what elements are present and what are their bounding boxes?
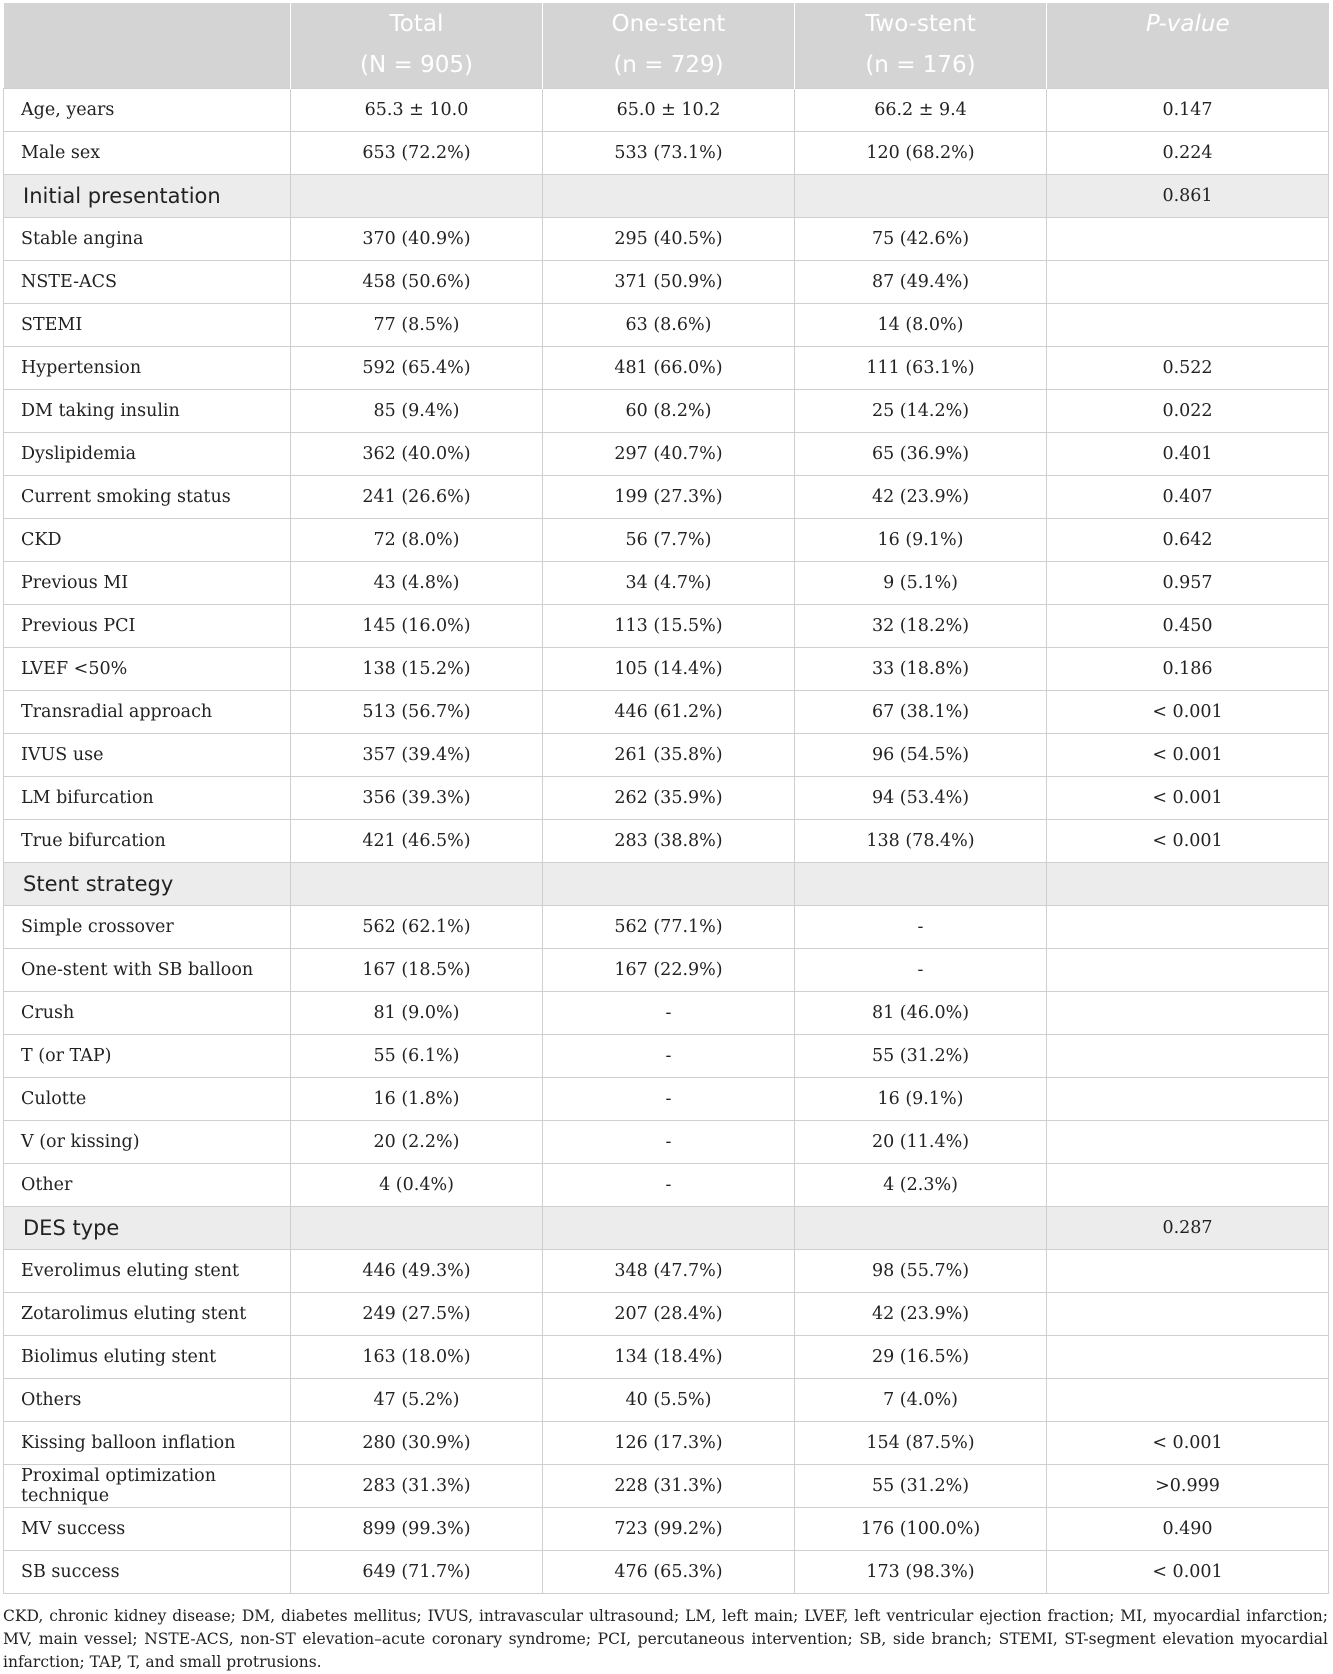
cell-two-stent: 32 (18.2%) — [795, 605, 1047, 648]
table-row — [4, 1465, 1329, 1508]
cell-total: 370 (40.9%) — [291, 218, 543, 261]
header-p-value: P-value — [1047, 3, 1329, 46]
cell-two-stent: 42 (23.9%) — [795, 1293, 1047, 1336]
cell-total: 649 (71.7%) — [291, 1551, 543, 1594]
table-row — [4, 820, 1329, 863]
cell-p-value: 0.642 — [1047, 519, 1329, 562]
row-label: SB success — [4, 1551, 291, 1594]
table-row — [4, 1508, 1329, 1551]
table-row — [4, 519, 1329, 562]
cell-one-stent: 126 (17.3%) — [543, 1422, 795, 1465]
cell-total: 562 (62.1%) — [291, 906, 543, 949]
table-row — [4, 1164, 1329, 1207]
table-row — [4, 1078, 1329, 1121]
cell-p-value — [1047, 1250, 1329, 1293]
row-label: Simple crossover — [4, 906, 291, 949]
row-label: Hypertension — [4, 347, 291, 390]
table-row — [4, 347, 1329, 390]
header-one-stent-n: (n = 729) — [543, 46, 795, 89]
table-row — [4, 562, 1329, 605]
cell-total: 249 (27.5%) — [291, 1293, 543, 1336]
cell-total: 592 (65.4%) — [291, 347, 543, 390]
section-row — [4, 175, 1329, 218]
cell-total: 81 (9.0%) — [291, 992, 543, 1035]
cell-p-value: 0.186 — [1047, 648, 1329, 691]
cell-total: 356 (39.3%) — [291, 777, 543, 820]
table-body — [4, 89, 1329, 1594]
cell-total: 653 (72.2%) — [291, 132, 543, 175]
cell-p-value: >0.999 — [1047, 1465, 1329, 1508]
row-label: DM taking insulin — [4, 390, 291, 433]
row-label: NSTE-ACS — [4, 261, 291, 304]
cell-one-stent: 348 (47.7%) — [543, 1250, 795, 1293]
cell-total: 513 (56.7%) — [291, 691, 543, 734]
row-label: Previous MI — [4, 562, 291, 605]
table-row — [4, 89, 1329, 132]
row-label: Current smoking status — [4, 476, 291, 519]
cell-one-stent — [543, 1207, 795, 1250]
row-label: IVUS use — [4, 734, 291, 777]
row-label: LVEF <50% — [4, 648, 291, 691]
cell-one-stent: 134 (18.4%) — [543, 1336, 795, 1379]
cell-p-value: < 0.001 — [1047, 1422, 1329, 1465]
row-label: Proximal optimization technique — [4, 1465, 291, 1508]
baseline-characteristics-table — [3, 3, 1329, 1594]
header-one-stent: One-stent — [543, 3, 795, 46]
cell-p-value — [1047, 863, 1329, 906]
cell-p-value: 0.287 — [1047, 1207, 1329, 1250]
table-row — [4, 476, 1329, 519]
table-row — [4, 648, 1329, 691]
cell-p-value — [1047, 1293, 1329, 1336]
row-label: Previous PCI — [4, 605, 291, 648]
cell-total: 280 (30.9%) — [291, 1422, 543, 1465]
cell-total: 458 (50.6%) — [291, 261, 543, 304]
cell-two-stent: 98 (55.7%) — [795, 1250, 1047, 1293]
cell-one-stent: 371 (50.9%) — [543, 261, 795, 304]
header-row-1 — [4, 3, 1329, 46]
cell-p-value — [1047, 1164, 1329, 1207]
cell-one-stent: - — [543, 992, 795, 1035]
cell-one-stent: 65.0 ± 10.2 — [543, 89, 795, 132]
cell-total: 421 (46.5%) — [291, 820, 543, 863]
row-label: T (or TAP) — [4, 1035, 291, 1078]
cell-two-stent — [795, 863, 1047, 906]
cell-total: 357 (39.4%) — [291, 734, 543, 777]
cell-two-stent — [795, 1207, 1047, 1250]
cell-total: 43 (4.8%) — [291, 562, 543, 605]
cell-p-value — [1047, 1078, 1329, 1121]
cell-two-stent: 81 (46.0%) — [795, 992, 1047, 1035]
cell-two-stent: 96 (54.5%) — [795, 734, 1047, 777]
cell-p-value: 0.490 — [1047, 1508, 1329, 1551]
cell-two-stent: 154 (87.5%) — [795, 1422, 1047, 1465]
cell-two-stent: 120 (68.2%) — [795, 132, 1047, 175]
cell-two-stent: 9 (5.1%) — [795, 562, 1047, 605]
cell-total: 167 (18.5%) — [291, 949, 543, 992]
header-two-stent-n: (n = 176) — [795, 46, 1047, 89]
table-row — [4, 1379, 1329, 1422]
cell-total: 145 (16.0%) — [291, 605, 543, 648]
cell-two-stent: 16 (9.1%) — [795, 1078, 1047, 1121]
section-row — [4, 1207, 1329, 1250]
table-row — [4, 734, 1329, 777]
row-label: MV success — [4, 1508, 291, 1551]
cell-total: 16 (1.8%) — [291, 1078, 543, 1121]
cell-one-stent: 199 (27.3%) — [543, 476, 795, 519]
table-row — [4, 949, 1329, 992]
table-row — [4, 261, 1329, 304]
header-two-stent: Two-stent — [795, 3, 1047, 46]
cell-two-stent: 14 (8.0%) — [795, 304, 1047, 347]
row-label: Other — [4, 1164, 291, 1207]
cell-one-stent: 60 (8.2%) — [543, 390, 795, 433]
table-row — [4, 1035, 1329, 1078]
cell-two-stent: 75 (42.6%) — [795, 218, 1047, 261]
cell-p-value — [1047, 1035, 1329, 1078]
cell-p-value: 0.861 — [1047, 175, 1329, 218]
table-row — [4, 605, 1329, 648]
cell-one-stent: 56 (7.7%) — [543, 519, 795, 562]
cell-two-stent: 65 (36.9%) — [795, 433, 1047, 476]
table-footnote: CKD, chronic kidney disease; DM, diabetes mellitus; IVUS, intravascular ultrasound; LM, left main; LVEF, left ventricular ejection fraction; MI, myocardial infarction; MV, main vessel; NSTE-ACS, non-ST elevation–acute coronary syndrome; PCI, percutaneous intervention; SB, side branch; STEMI, ST-segment elevation myocardial infarction; TAP, T, and small protrusions. — [3, 1607, 1328, 1671]
row-label: Stent strategy — [4, 863, 291, 906]
header-blank — [4, 3, 291, 46]
row-label: Age, years — [4, 89, 291, 132]
table-row — [4, 1422, 1329, 1465]
header-total: Total — [291, 3, 543, 46]
cell-total: 446 (49.3%) — [291, 1250, 543, 1293]
cell-p-value: 0.401 — [1047, 433, 1329, 476]
header-blank-2 — [4, 46, 291, 89]
cell-total: 362 (40.0%) — [291, 433, 543, 476]
row-label: Crush — [4, 992, 291, 1035]
cell-total: 241 (26.6%) — [291, 476, 543, 519]
cell-p-value: 0.522 — [1047, 347, 1329, 390]
table-row — [4, 1250, 1329, 1293]
row-label: Zotarolimus eluting stent — [4, 1293, 291, 1336]
cell-one-stent: 261 (35.8%) — [543, 734, 795, 777]
cell-one-stent: 167 (22.9%) — [543, 949, 795, 992]
table-row — [4, 390, 1329, 433]
cell-one-stent: - — [543, 1078, 795, 1121]
cell-two-stent: - — [795, 949, 1047, 992]
cell-two-stent: 87 (49.4%) — [795, 261, 1047, 304]
cell-total: 77 (8.5%) — [291, 304, 543, 347]
cell-one-stent: 63 (8.6%) — [543, 304, 795, 347]
row-label: Biolimus eluting stent — [4, 1336, 291, 1379]
cell-p-value — [1047, 304, 1329, 347]
cell-two-stent: 173 (98.3%) — [795, 1551, 1047, 1594]
cell-total: 163 (18.0%) — [291, 1336, 543, 1379]
cell-total: 47 (5.2%) — [291, 1379, 543, 1422]
cell-two-stent: 16 (9.1%) — [795, 519, 1047, 562]
cell-total: 72 (8.0%) — [291, 519, 543, 562]
cell-p-value — [1047, 992, 1329, 1035]
row-label: Transradial approach — [4, 691, 291, 734]
table-row — [4, 304, 1329, 347]
table-row — [4, 1551, 1329, 1594]
row-label: Culotte — [4, 1078, 291, 1121]
cell-two-stent: 42 (23.9%) — [795, 476, 1047, 519]
table-row — [4, 1293, 1329, 1336]
cell-total: 899 (99.3%) — [291, 1508, 543, 1551]
cell-one-stent: 283 (38.8%) — [543, 820, 795, 863]
row-label: Male sex — [4, 132, 291, 175]
cell-one-stent: 34 (4.7%) — [543, 562, 795, 605]
cell-one-stent: 40 (5.5%) — [543, 1379, 795, 1422]
row-label: Initial presentation — [4, 175, 291, 218]
cell-two-stent: 4 (2.3%) — [795, 1164, 1047, 1207]
cell-two-stent: - — [795, 906, 1047, 949]
cell-p-value: < 0.001 — [1047, 820, 1329, 863]
cell-one-stent: 297 (40.7%) — [543, 433, 795, 476]
cell-total: 20 (2.2%) — [291, 1121, 543, 1164]
cell-total: 85 (9.4%) — [291, 390, 543, 433]
cell-two-stent: 25 (14.2%) — [795, 390, 1047, 433]
row-label: Others — [4, 1379, 291, 1422]
row-label: CKD — [4, 519, 291, 562]
cell-total: 283 (31.3%) — [291, 1465, 543, 1508]
cell-p-value: 0.224 — [1047, 132, 1329, 175]
row-label: True bifurcation — [4, 820, 291, 863]
cell-p-value — [1047, 261, 1329, 304]
cell-p-value: 0.407 — [1047, 476, 1329, 519]
cell-one-stent: 295 (40.5%) — [543, 218, 795, 261]
cell-p-value — [1047, 906, 1329, 949]
cell-two-stent: 138 (78.4%) — [795, 820, 1047, 863]
table-row — [4, 218, 1329, 261]
cell-total — [291, 175, 543, 218]
cell-one-stent: - — [543, 1164, 795, 1207]
table-row — [4, 906, 1329, 949]
cell-one-stent: 446 (61.2%) — [543, 691, 795, 734]
cell-two-stent: 7 (4.0%) — [795, 1379, 1047, 1422]
header-total-n: (N = 905) — [291, 46, 543, 89]
cell-two-stent: 29 (16.5%) — [795, 1336, 1047, 1379]
cell-two-stent: 66.2 ± 9.4 — [795, 89, 1047, 132]
cell-p-value — [1047, 949, 1329, 992]
cell-two-stent: 94 (53.4%) — [795, 777, 1047, 820]
cell-two-stent — [795, 175, 1047, 218]
cell-one-stent: - — [543, 1121, 795, 1164]
cell-two-stent: 33 (18.8%) — [795, 648, 1047, 691]
cell-two-stent: 20 (11.4%) — [795, 1121, 1047, 1164]
cell-p-value — [1047, 1379, 1329, 1422]
row-label: Dyslipidemia — [4, 433, 291, 476]
row-label: V (or kissing) — [4, 1121, 291, 1164]
cell-p-value — [1047, 1336, 1329, 1379]
cell-total — [291, 863, 543, 906]
row-label: One-stent with SB balloon — [4, 949, 291, 992]
cell-one-stent: 207 (28.4%) — [543, 1293, 795, 1336]
cell-p-value: 0.957 — [1047, 562, 1329, 605]
cell-one-stent: 562 (77.1%) — [543, 906, 795, 949]
cell-one-stent: - — [543, 1035, 795, 1078]
cell-one-stent: 262 (35.9%) — [543, 777, 795, 820]
cell-p-value: 0.022 — [1047, 390, 1329, 433]
cell-total: 138 (15.2%) — [291, 648, 543, 691]
table-row — [4, 1336, 1329, 1379]
table-row — [4, 1121, 1329, 1164]
row-label: Kissing balloon inflation — [4, 1422, 291, 1465]
cell-p-value: < 0.001 — [1047, 691, 1329, 734]
cell-p-value: < 0.001 — [1047, 1551, 1329, 1594]
cell-two-stent: 111 (63.1%) — [795, 347, 1047, 390]
table-header — [4, 3, 1329, 89]
cell-two-stent: 55 (31.2%) — [795, 1035, 1047, 1078]
row-label: DES type — [4, 1207, 291, 1250]
header-p-value-blank — [1047, 46, 1329, 89]
cell-two-stent: 55 (31.2%) — [795, 1465, 1047, 1508]
cell-p-value: < 0.001 — [1047, 777, 1329, 820]
table-row — [4, 132, 1329, 175]
cell-total: 4 (0.4%) — [291, 1164, 543, 1207]
cell-p-value — [1047, 1121, 1329, 1164]
table-row — [4, 992, 1329, 1035]
table-row — [4, 777, 1329, 820]
cell-one-stent: 476 (65.3%) — [543, 1551, 795, 1594]
cell-one-stent: 105 (14.4%) — [543, 648, 795, 691]
section-row — [4, 863, 1329, 906]
cell-p-value — [1047, 218, 1329, 261]
cell-total: 65.3 ± 10.0 — [291, 89, 543, 132]
cell-one-stent: 113 (15.5%) — [543, 605, 795, 648]
cell-p-value: 0.147 — [1047, 89, 1329, 132]
table-row — [4, 691, 1329, 734]
cell-one-stent: 481 (66.0%) — [543, 347, 795, 390]
cell-one-stent: 533 (73.1%) — [543, 132, 795, 175]
cell-two-stent: 176 (100.0%) — [795, 1508, 1047, 1551]
cell-p-value: < 0.001 — [1047, 734, 1329, 777]
cell-one-stent — [543, 175, 795, 218]
table-container — [3, 3, 1328, 1594]
cell-total: 55 (6.1%) — [291, 1035, 543, 1078]
row-label: Everolimus eluting stent — [4, 1250, 291, 1293]
table-row — [4, 433, 1329, 476]
row-label: STEMI — [4, 304, 291, 347]
header-row-2 — [4, 46, 1329, 89]
cell-one-stent: 723 (99.2%) — [543, 1508, 795, 1551]
row-label: Stable angina — [4, 218, 291, 261]
cell-one-stent — [543, 863, 795, 906]
cell-one-stent: 228 (31.3%) — [543, 1465, 795, 1508]
cell-two-stent: 67 (38.1%) — [795, 691, 1047, 734]
cell-total — [291, 1207, 543, 1250]
cell-p-value: 0.450 — [1047, 605, 1329, 648]
row-label: LM bifurcation — [4, 777, 291, 820]
